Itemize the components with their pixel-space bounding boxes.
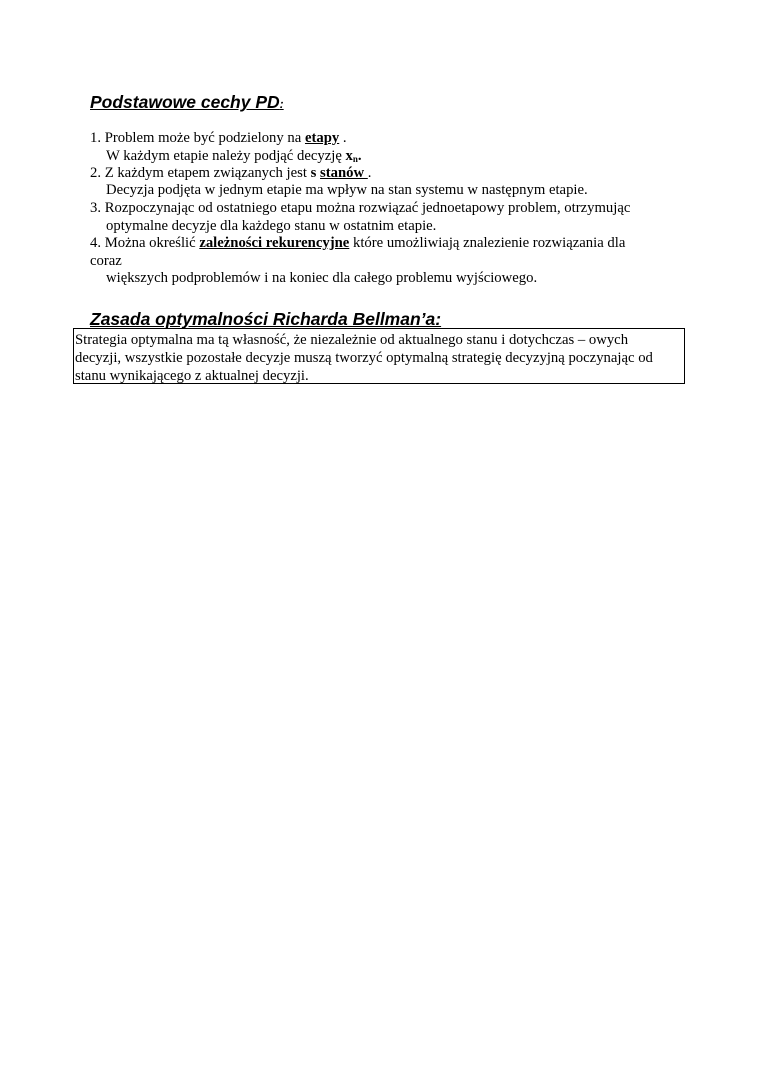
list-item-2-end: . [367, 165, 372, 181]
heading-text: Podstawowe cechy PD [90, 92, 280, 112]
keyword-zaleznosci-rekurencyjne: zależności rekurencyjne [199, 235, 350, 251]
bellman-line-2: decyzji, wszystkie pozostałe decyzje muszą tworzyć optymalną strategię decyzyjną poczynając od [75, 350, 653, 366]
list-item-1-text: 1. Problem może być podzielony na [90, 130, 305, 146]
list-item-1b-text: W każdym etapie należy podjąć decyzję [106, 148, 346, 164]
list-item-3: 3. Rozpoczynając od ostatniego etapu można rozwiązać jednoetapowy problem, otrzymując [90, 200, 631, 216]
variable-s: s [310, 165, 317, 181]
keyword-etapy: etapy [304, 130, 340, 146]
list-item-4-text: 4. Można określić [90, 235, 200, 251]
list-item-3-continuation: optymalne decyzje dla każdego stanu w ostatnim etapie. [106, 218, 437, 234]
list-item-1-end: . [339, 130, 347, 146]
list-item-2-continuation: Decyzja podjęta w jednym etapie ma wpływ na stan systemu w następnym etapie. [106, 182, 588, 198]
list-item-2-text: 2. Z każdym etapem związanych jest [90, 165, 311, 181]
bellman-principle-box [73, 328, 685, 384]
list-item-2 [90, 165, 371, 182]
list-item-1b-end: . [357, 148, 362, 164]
heading-colon: : [279, 97, 284, 111]
heading-podstawowe-cechy [90, 92, 284, 113]
bellman-line-1: Strategia optymalna ma tą własność, że niezależnie od aktualnego stanu i dotychczas – owych [75, 332, 629, 348]
list-item-4 [90, 235, 625, 252]
list-item-4-continuation: większych podproblemów i na koniec dla całego problemu wyjściowego. [106, 270, 538, 286]
heading-zasada-bellmana: Zasada optymalności Richarda Bellman’a: [90, 309, 442, 329]
list-item-4-wrap: coraz [90, 253, 122, 269]
bellman-line-3: stanu wynikającego z aktualnej decyzji. [75, 368, 309, 384]
list-item-4-end: które umożliwiają znalezienie rozwiązania dla [349, 235, 626, 251]
variable-x: x [345, 148, 353, 164]
list-item-1 [90, 130, 347, 147]
variable-subscript-n: n [352, 154, 358, 164]
keyword-stanow: stanów [320, 165, 368, 181]
